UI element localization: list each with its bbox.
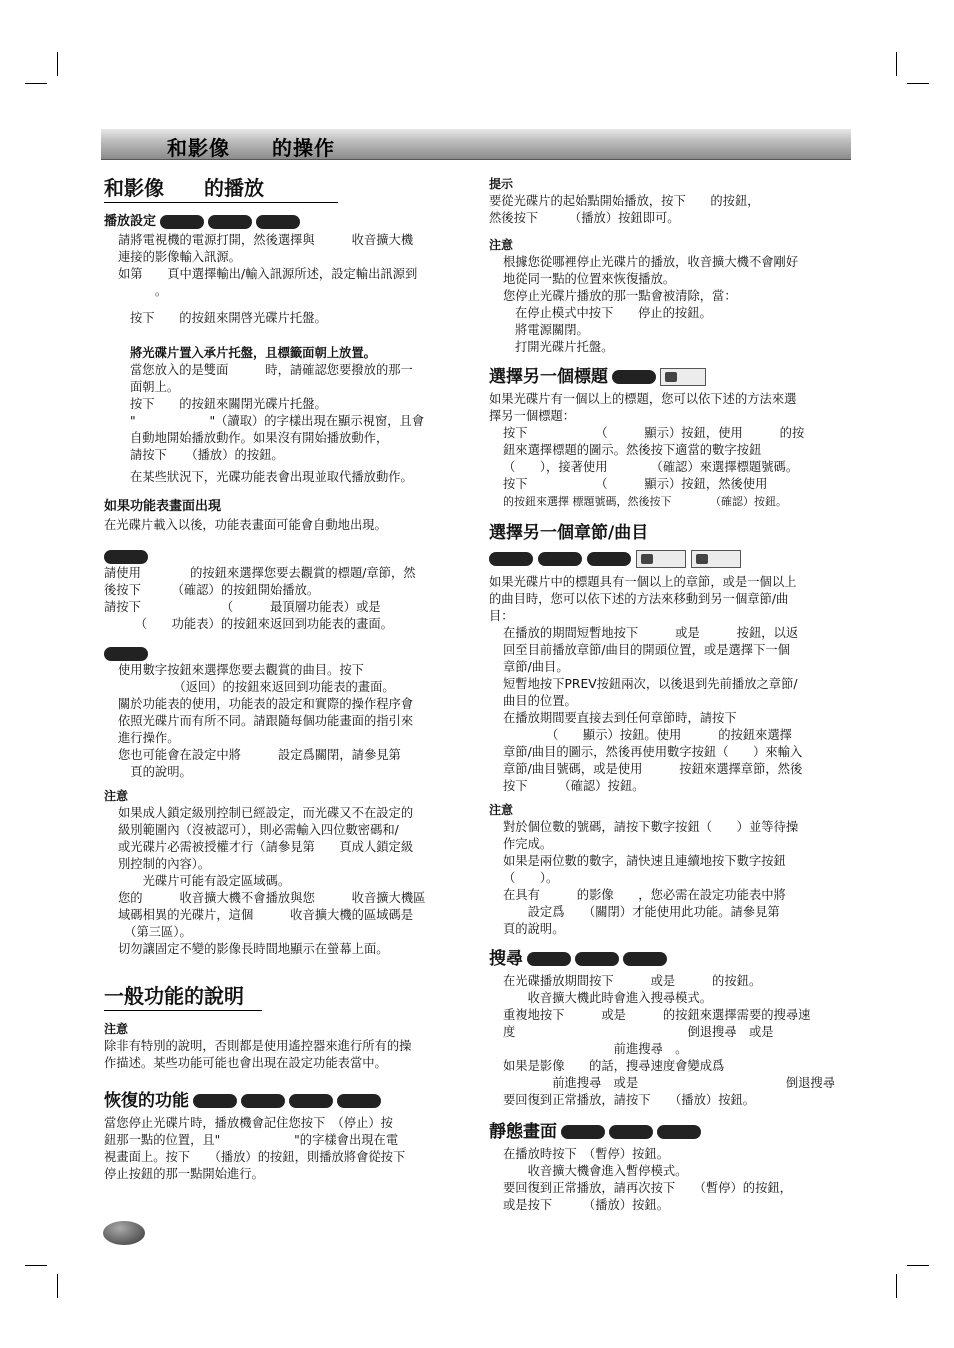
disc-badge-icon	[609, 1125, 653, 1139]
vcd-line: 使用數字按鈕來選擇您要去觀賞的曲目。按下	[118, 663, 364, 677]
still-line: 要回復到正常播放，請再次按下 （暫停）的按鈕，	[503, 1181, 792, 1195]
title-line: 按下 （ 顯示）按鈕，然後使用	[503, 477, 768, 491]
heading-settings-label: 播放設定	[104, 214, 157, 229]
general-note-label: 注意	[104, 1022, 129, 1036]
note-line: 您停止光碟片播放的那一點會被清除，當：	[503, 289, 737, 303]
step-1: 按下 的按鈕來開啓光碟片托盤。	[130, 311, 327, 325]
note-line: 或光碟片必需被授權才行（請參見第 頁成人鎖定級	[118, 840, 414, 854]
vcd-line: 頁的說明。	[118, 765, 192, 779]
disc-badge-icon	[575, 952, 619, 966]
left-column	[104, 172, 466, 1183]
general-line: 作描述。某些功能可能也會出現在設定功能表當中。	[104, 1056, 387, 1070]
chapter-note: 頁的說明。	[503, 922, 565, 936]
note-line: （第三區）。	[118, 925, 192, 939]
chapter-line: 章節/曲目的圖示，然後再使用數字按鈕（ ）來輸入	[503, 745, 803, 759]
step-4-note: 在某些狀況下，光碟功能表會出現並取代播放動作。	[130, 470, 413, 484]
note-sub-line: 在停止模式中按下 停止的按鈕。	[515, 306, 712, 320]
note-line: 別控制的內容）。	[118, 857, 211, 871]
disc-badge-icon	[561, 1125, 605, 1139]
note-sub-line: 打開光碟片托盤。	[515, 340, 614, 354]
crop-mark	[57, 1274, 58, 1298]
heading-search	[489, 948, 851, 970]
disc-badge-icon	[538, 552, 582, 566]
disc-badge-icon	[160, 215, 204, 229]
settings-line: 如第 頁中選擇輸出/輸入訊源所述，設定輸出訊源到	[118, 267, 418, 281]
chapter-line: 短暫地按下PREV按鈕兩次，以後退到先前播放之章節/	[503, 677, 798, 691]
banner-title: 和影像 的操作	[167, 136, 335, 160]
settings-line: 請將電視機的電源打開，然後選擇與 收音擴大機	[118, 233, 414, 247]
search-line: 度 倒退搜尋 或是	[503, 1025, 774, 1039]
menu-line: 在光碟片載入以後，功能表畫面可能會自動地出現。	[104, 518, 387, 532]
step-2-note: 當您放入的是雙面 時，請確認您要撥放的那一	[130, 363, 413, 377]
chapter-line: 章節/曲目號碼，或是使用 按鈕來選擇章節，然後	[503, 762, 803, 776]
search-line: 要回復到正常播放，請按下 （播放）按鈕。	[503, 1093, 756, 1107]
heading-select-title-label: 選擇另一個標題	[489, 367, 608, 387]
still-line: 收音擴大機會進入暫停模式。	[503, 1164, 688, 1178]
note-line: 域碼相異的光碟片，這個 收音擴大機的區域碼是	[118, 908, 414, 922]
vcd-badge-icon	[104, 647, 148, 661]
step-2: 將光碟片置入承片托盤，且標籤面朝上放置。	[130, 346, 376, 360]
search-line: 在光碟播放期間按下 或是 的按鈕。	[503, 974, 762, 988]
disc-badge-icon	[193, 1094, 237, 1108]
title-line: 鈕來選擇標題的圖示。然後按下適當的數字按鈕	[503, 443, 762, 457]
dvd-line: 請使用 的按鈕來選擇您要去觀賞的標題/章節，然	[104, 566, 416, 580]
title-line: 按下 （ 顯示）按鈕，使用 的按	[503, 426, 805, 440]
settings-line: 。	[118, 284, 168, 298]
chapter-line: 在播放的期間短暫地按下 或是 按鈕，以返	[503, 626, 799, 640]
dvd-badge-icon	[612, 370, 656, 384]
title-intro: 如果光碟片有一個以上的標題，您可以依下述的方法來選	[489, 392, 797, 406]
general-line: 除非有特別的說明，否則都是使用遙控器來進行所有的操	[104, 1039, 412, 1053]
note-line: 如果成人鎖定級別控制已經設定，而光碟又不在設定的	[118, 806, 414, 820]
step-4-line: 請按下 （播放）的按鈕。	[130, 448, 284, 462]
heading-select-title	[489, 366, 851, 388]
vcd-line: 依照光碟片而有所不同。請跟隨每個功能畫面的指引來	[118, 714, 414, 728]
note-line: 光碟片可能有設定區域碼。	[118, 874, 291, 888]
crop-mark	[57, 52, 58, 76]
note-line: 切勿讓固定不變的影像長時間地顯示在螢幕上面。	[118, 942, 389, 956]
disc-badge-icon	[337, 1094, 381, 1108]
title-icon	[660, 368, 706, 386]
chapter-note-label: 注意	[489, 803, 514, 817]
vcd-line: 進行操作。	[118, 731, 180, 745]
resume-line: 當您停止光碟片時，播放機會記住您按下 （停止）按	[104, 1116, 393, 1130]
disc-badge-icon	[587, 552, 631, 566]
page-number-badge	[103, 1221, 145, 1245]
still-line: 在播放時按下 （暫停）按鈕。	[503, 1147, 670, 1161]
search-line: 收音擴大機此時會進入搜尋模式。	[503, 991, 713, 1005]
chapter-line: 在播放期間要直接去到任何章節時，請按下	[503, 711, 737, 725]
chapter-line: （ 顯示）按鈕。使用 的按鈕來選擇	[503, 728, 792, 742]
vcd-line: 您也可能會在設定中將 設定爲關閉，請參見第	[118, 748, 401, 762]
chapter-icon	[636, 550, 686, 568]
chapter-badges	[489, 550, 851, 568]
disc-badge-icon	[489, 552, 533, 566]
heading-resume-label: 恢復的功能	[104, 1091, 189, 1111]
crop-mark	[907, 83, 929, 84]
chapter-note: 對於個位數的號碼，請按下數字按鈕（ ）並等待操	[503, 820, 799, 834]
search-line: 前進搜尋 。	[503, 1042, 688, 1056]
heading-search-label: 搜尋	[489, 949, 523, 969]
disc-badge-icon	[256, 215, 300, 229]
chapter-line: 按下 （確認）按鈕。	[503, 779, 645, 793]
title-line: 的按鈕來選擇 標題號碼，然後按下 （確認）按鈕。	[503, 495, 787, 508]
chapter-line: 章節/曲目。	[503, 660, 569, 674]
right-column	[489, 176, 851, 1214]
resume-line: 鈕那一點的位置，且" "的字樣會出現在電	[104, 1133, 399, 1147]
crop-mark	[25, 83, 47, 84]
note-line: 根據您從哪裡停止光碟片的播放，收音擴大機不會剛好	[503, 255, 799, 269]
chapter-note: 設定爲 （關閉）才能使用此功能。請參見第	[503, 905, 780, 919]
disc-badge-icon	[623, 952, 667, 966]
chapter-line: 曲目的位置。	[503, 694, 577, 708]
crop-mark	[896, 52, 897, 76]
heading-select-chapter: 選擇另一個章節/曲目	[489, 523, 649, 543]
chapter-note: 在具有 的影像 ，您必需在設定功能表中將	[503, 888, 786, 902]
still-line: 或是按下 （播放）按鈕。	[503, 1198, 670, 1212]
dvd-line: 後按下 （確認）的按鈕開始播放。	[104, 583, 320, 597]
note-line: 級別範圍內（沒被認可），則必需輸入四位數密碼和/	[118, 823, 399, 837]
heading-menu: 如果功能表畫面出現	[104, 499, 222, 514]
note-line: 您的 收音擴大機不會播放與您 收音擴大機區	[118, 891, 426, 905]
disc-badge-icon	[527, 952, 571, 966]
note-label: 注意	[104, 789, 129, 803]
crop-mark	[907, 1265, 929, 1266]
resume-line: 視畫面上。按下 （播放）的按鈕，則播放將會從按下	[104, 1150, 406, 1164]
track-icon	[691, 550, 741, 568]
crop-mark	[896, 1274, 897, 1298]
disc-badge-icon	[241, 1094, 285, 1108]
search-line: 重複地按下 或是 的按鈕來選擇需要的搜尋速	[503, 1008, 811, 1022]
dvd-line: 請按下 （ 最頂層功能表）或是	[104, 600, 381, 614]
step-4-line: 自動地開始播放動作。如果沒有開始播放動作，	[130, 431, 389, 445]
chapter-intro: 的曲目時，您可以依下述的方法來移動到另一個章節/曲	[489, 592, 789, 606]
vcd-line: 關於功能表的使用，功能表的設定和實際的操作程序會	[118, 697, 414, 711]
chapter-intro: 目：	[489, 609, 514, 623]
section-banner	[101, 129, 851, 160]
search-line: 如果是影像 的話，搜尋速度會變成爲	[503, 1059, 725, 1073]
step-2-note: 面朝上。	[130, 380, 180, 394]
heading-still	[489, 1121, 851, 1143]
resume-line: 停止按鈕的那一點開始進行。	[104, 1167, 264, 1181]
note-line: 地從同一點的位置來恢復播放。	[503, 272, 676, 286]
tip-label: 提示	[489, 177, 514, 191]
heading-settings	[104, 213, 466, 231]
tip-line: 要從光碟片的起始點開始播放，按下 的按鈕，	[489, 194, 760, 208]
chapter-note: 如果是兩位數的數字，請快速且連續地按下數字按鈕	[503, 854, 786, 868]
dvd-line: （ 功能表）的按鈕來返回到功能表的畫面。	[104, 617, 393, 631]
search-line: 前進搜尋 或是 倒退搜尋	[503, 1076, 836, 1090]
note-label: 注意	[489, 238, 514, 252]
heading-resume	[104, 1090, 466, 1112]
chapter-line: 回至目前播放章節/曲目的開頭位置，或是選擇下一個	[503, 643, 790, 657]
title-intro: 擇另一個標題：	[489, 409, 576, 423]
crop-mark	[25, 1265, 47, 1266]
heading-general: 一般功能的說明	[104, 984, 262, 1011]
chapter-note: 作完成。	[503, 837, 553, 851]
settings-line: 連接的影像輸入訊源。	[118, 250, 241, 264]
step-3: 按下 的按鈕來關閉光碟片托盤。	[130, 397, 327, 411]
chapter-intro: 如果光碟片中的標題具有一個以上的章節，或是一個以上	[489, 575, 797, 589]
disc-badge-icon	[289, 1094, 333, 1108]
chapter-note: （ ）。	[503, 871, 559, 885]
vcd-line: （返回）的按鈕來返回到功能表的畫面。	[118, 680, 395, 694]
tip-line: 然後按下 （播放）按鈕即可。	[489, 211, 680, 225]
disc-badge-icon	[208, 215, 252, 229]
step-4-line: " "（讀取）的字樣出現在顯示視窗，且會	[130, 414, 425, 428]
disc-badge-icon	[657, 1125, 701, 1139]
dvd-badge-icon	[104, 550, 148, 564]
heading-still-label: 靜態畫面	[489, 1122, 557, 1142]
heading-playback: 和影像 的播放	[104, 176, 338, 203]
note-sub-line: 將電源關閉。	[515, 323, 589, 337]
title-line: （ ），接著使用 （確認）來選擇標題號碼。	[503, 460, 799, 474]
